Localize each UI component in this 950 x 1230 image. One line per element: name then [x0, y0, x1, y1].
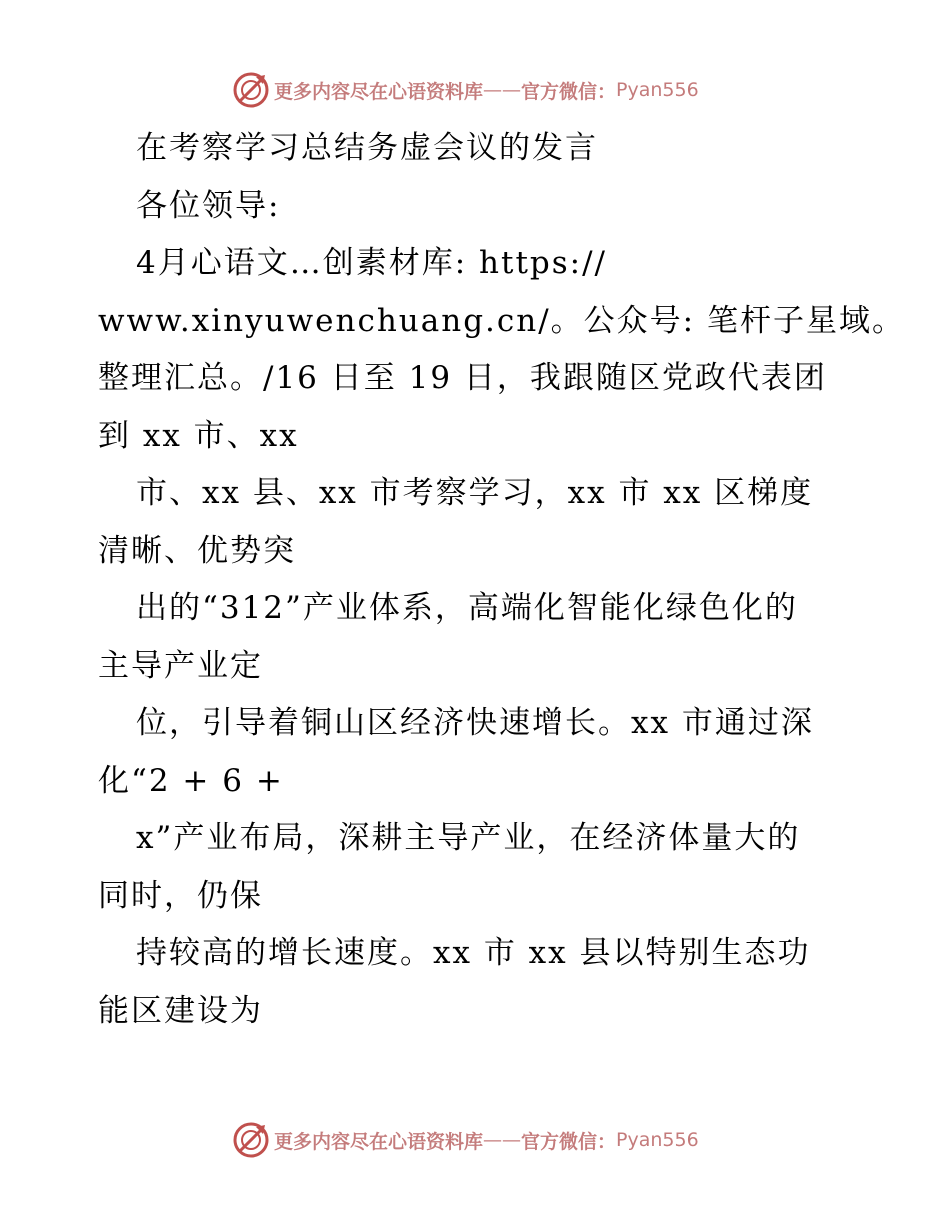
- watermark-wechat-label: 官方微信：: [521, 1130, 617, 1153]
- header-watermark: [232, 70, 712, 110]
- paragraph-line: 持较高的增长速度。xx 市 xx 县以特别生态功: [136, 935, 811, 971]
- watermark-separator: ——: [483, 79, 522, 101]
- paragraph-line: 同时，仍保: [98, 877, 263, 914]
- paragraph-line: 清晰、优势突: [98, 532, 296, 569]
- watermark-text: 更多内容尽在心语资料库: [274, 80, 484, 103]
- seal-logo-icon: [232, 1121, 270, 1159]
- paragraph-line: x”产业布局，深耕主导产业，在经济体量大的: [136, 820, 801, 856]
- watermark-wechat-id: Pyan556: [616, 1129, 699, 1151]
- watermark-separator: ——: [483, 1129, 522, 1151]
- document-body: [98, 120, 905, 1040]
- watermark-text: 更多内容尽在心语资料库: [274, 1130, 484, 1153]
- watermark-wechat-label: 官方微信：: [521, 80, 617, 103]
- paragraph-line: www.xinyuwenchuang.cn/。公众号: 笔杆子星域。: [98, 302, 905, 339]
- salutation: 各位领导:: [136, 187, 281, 224]
- watermark-wechat-id: Pyan556: [616, 79, 699, 101]
- paragraph-line: 4月心语文…创素材库: https://: [136, 245, 607, 281]
- paragraph-line: 能区建设为: [98, 992, 263, 1029]
- paragraph-line: 出的“312”产业体系，高端化智能化绿色化的: [136, 590, 798, 626]
- paragraph-line: 化“2 + 6 +: [98, 762, 284, 799]
- seal-logo-icon: [232, 71, 270, 109]
- paragraph-line: 位，引导着铜山区经济快速增长。xx 市通过深: [136, 705, 814, 741]
- paragraph-line: 到 xx 市、xx: [98, 417, 299, 454]
- paragraph-line: 主导产业定: [98, 647, 263, 684]
- paragraph-line: 市、xx 县、xx 市考察学习，xx 市 xx 区梯度: [136, 475, 814, 511]
- footer-watermark: [232, 1120, 712, 1160]
- paragraph-line: 整理汇总。/16 日至 19 日，我跟随区党政代表团: [98, 360, 827, 396]
- document-title: 在考察学习总结务虚会议的发言: [136, 130, 598, 166]
